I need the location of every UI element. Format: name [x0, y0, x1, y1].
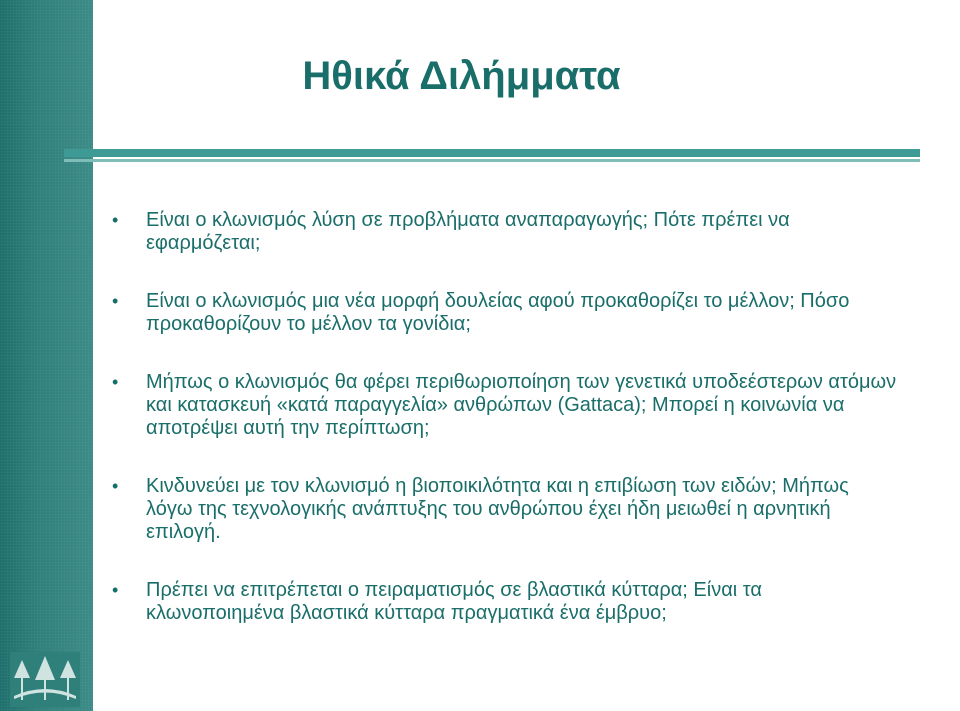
bullet-item: [110, 290, 900, 336]
bullet-text: Πρέπει να επιτρέπεται ο πειραματισμός σε βλαστικά κύτταρα; Είναι τα κλωνοποιημένα βλαστικά κύτταρα πραγματικά ένα έμβρυο;: [146, 579, 762, 624]
title-divider: [64, 149, 920, 163]
bullet-dot: •: [112, 476, 119, 496]
bullet-item: [110, 579, 900, 625]
bullet-dot: •: [112, 580, 119, 600]
bullet-item: [110, 475, 900, 544]
bullet-item: [110, 371, 900, 440]
bullet-dot: •: [112, 291, 119, 311]
bullet-text: Είναι ο κλωνισμός λύση σε προβλήματα αναπαραγωγής; Πότε πρέπει να εφαρμόζεται;: [146, 209, 790, 254]
divider-thick-line: [64, 149, 920, 157]
bullet-list: [110, 209, 900, 660]
slide-title: Ηθικά Διλήμματα: [302, 54, 621, 98]
bullet-text: Είναι ο κλωνισμός μια νέα μορφή δουλείας αφού προκαθορίζει το μέλλον; Πόσο προκαθορίζουν το μέλλον τα γονίδια;: [146, 290, 850, 335]
side-decor-bar: [0, 0, 93, 711]
bullet-item: [110, 209, 900, 255]
bullet-dot: •: [112, 372, 119, 392]
bullet-dot: •: [112, 210, 119, 230]
bullet-text: Μήπως ο κλωνισμός θα φέρει περιθωριοποίηση των γενετικά υποδεέστερων ατόμων και κατασκευή «κατά παραγγελία» ανθρώπων (Gattaca); Μπορεί η κοινωνία να αποτρέψει αυτή την περίπτωση;: [146, 371, 897, 439]
divider-thin-line: [64, 159, 920, 162]
bullet-text: Κινδυνεύει με τον κλωνισμό η βιοποικιλότητα και η επιβίωση των ειδών; Μήπως λόγω της τεχνολογικής ανάπτυξης του ανθρώπου έχει ήδη μειωθεί η αρνητική επιλογή.: [146, 475, 849, 543]
tree-logo-icon: [10, 652, 80, 707]
